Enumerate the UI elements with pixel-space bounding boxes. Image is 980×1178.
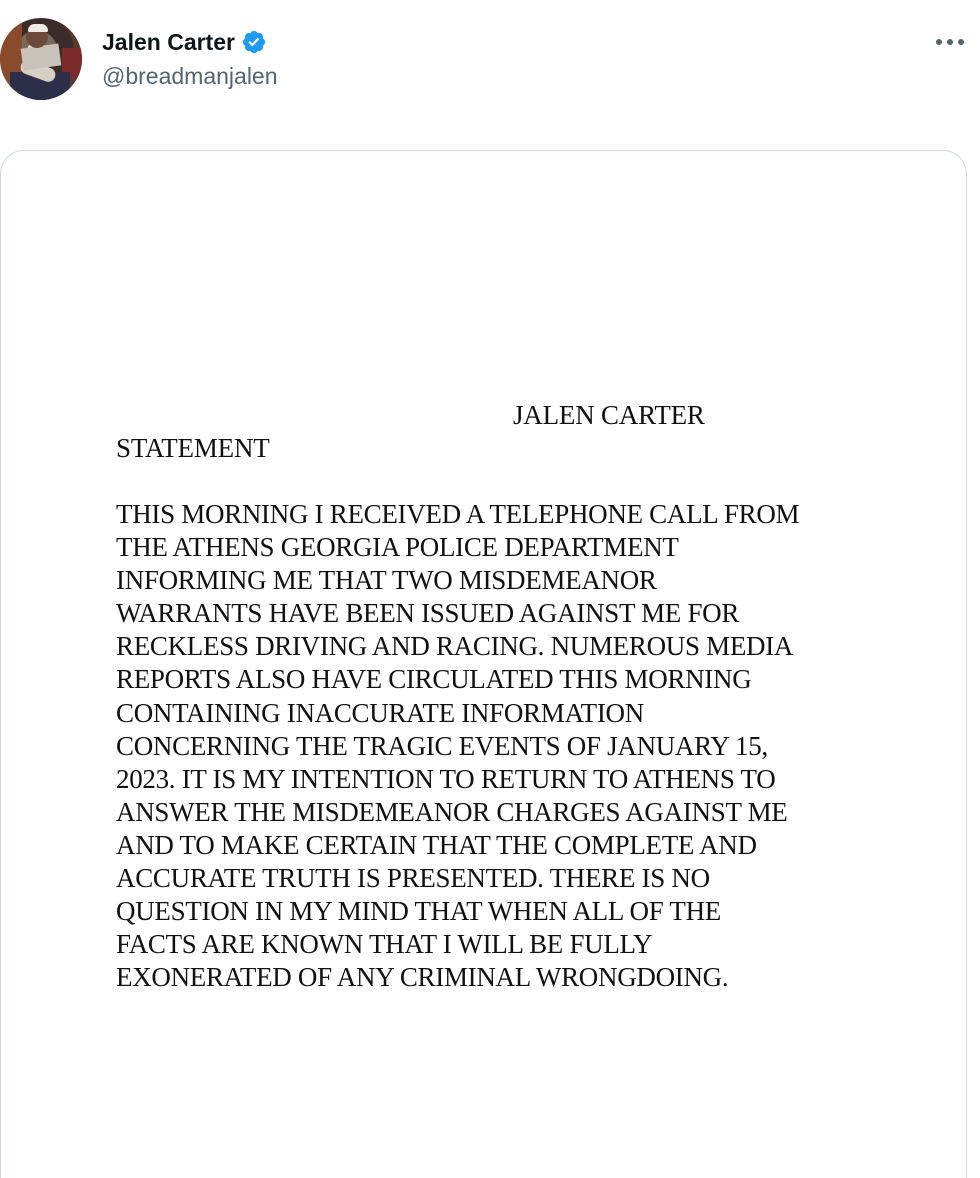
document-line: THE ATHENS GEORGIA POLICE DEPARTMENT <box>116 532 679 563</box>
document-line: QUESTION IN MY MIND THAT WHEN ALL OF THE <box>116 896 721 927</box>
document-line: THIS MORNING I RECEIVED A TELEPHONE CALL FROM <box>116 499 800 529</box>
verified-badge-icon <box>241 29 267 55</box>
document-line: REPORTS ALSO HAVE CIRCULATED THIS MORNING <box>116 664 752 695</box>
more-horizontal-icon <box>947 39 953 45</box>
document-line: EXONERATED OF ANY CRIMINAL WRONGDOING. <box>116 962 729 993</box>
document-line: ACCURATE TRUTH IS PRESENTED. THERE IS NO <box>116 863 710 894</box>
document-heading: JALEN CARTER <box>513 400 705 430</box>
tweet-media-image[interactable] <box>0 150 967 1178</box>
document-line: FACTS ARE KNOWN THAT I WILL BE FULLY <box>116 929 653 960</box>
author-display-name[interactable]: Jalen Carter <box>102 29 235 55</box>
document-line: INFORMING ME THAT TWO MISDEMEANOR <box>116 565 657 596</box>
author-handle[interactable]: @breadmanjalen <box>102 63 278 89</box>
document-line: RECKLESS DRIVING AND RACING. NUMEROUS MEDIA <box>116 631 794 662</box>
tweet-header <box>0 0 980 130</box>
document-line: ANSWER THE MISDEMEANOR CHARGES AGAINST ME <box>116 796 788 827</box>
document-subheading: STATEMENT <box>116 433 270 463</box>
more-options-button[interactable] <box>934 32 966 52</box>
avatar-detail <box>21 43 62 70</box>
more-horizontal-icon <box>936 39 942 45</box>
document-line: WARRANTS HAVE BEEN ISSUED AGAINST ME FOR <box>116 598 740 629</box>
author-name-row[interactable] <box>102 27 267 57</box>
statement-document <box>1 151 966 1178</box>
document-line: 2023. IT IS MY INTENTION TO RETURN TO ATHENS TO <box>116 763 776 794</box>
avatar[interactable] <box>0 18 82 100</box>
more-horizontal-icon <box>958 39 964 45</box>
document-line: CONTAINING INACCURATE INFORMATION <box>116 697 644 728</box>
avatar-detail <box>28 24 48 32</box>
document-line: CONCERNING THE TRAGIC EVENTS OF JANUARY 15, <box>116 730 768 761</box>
document-line: AND TO MAKE CERTAIN THAT THE COMPLETE AND <box>116 829 757 860</box>
document-body <box>116 498 876 994</box>
